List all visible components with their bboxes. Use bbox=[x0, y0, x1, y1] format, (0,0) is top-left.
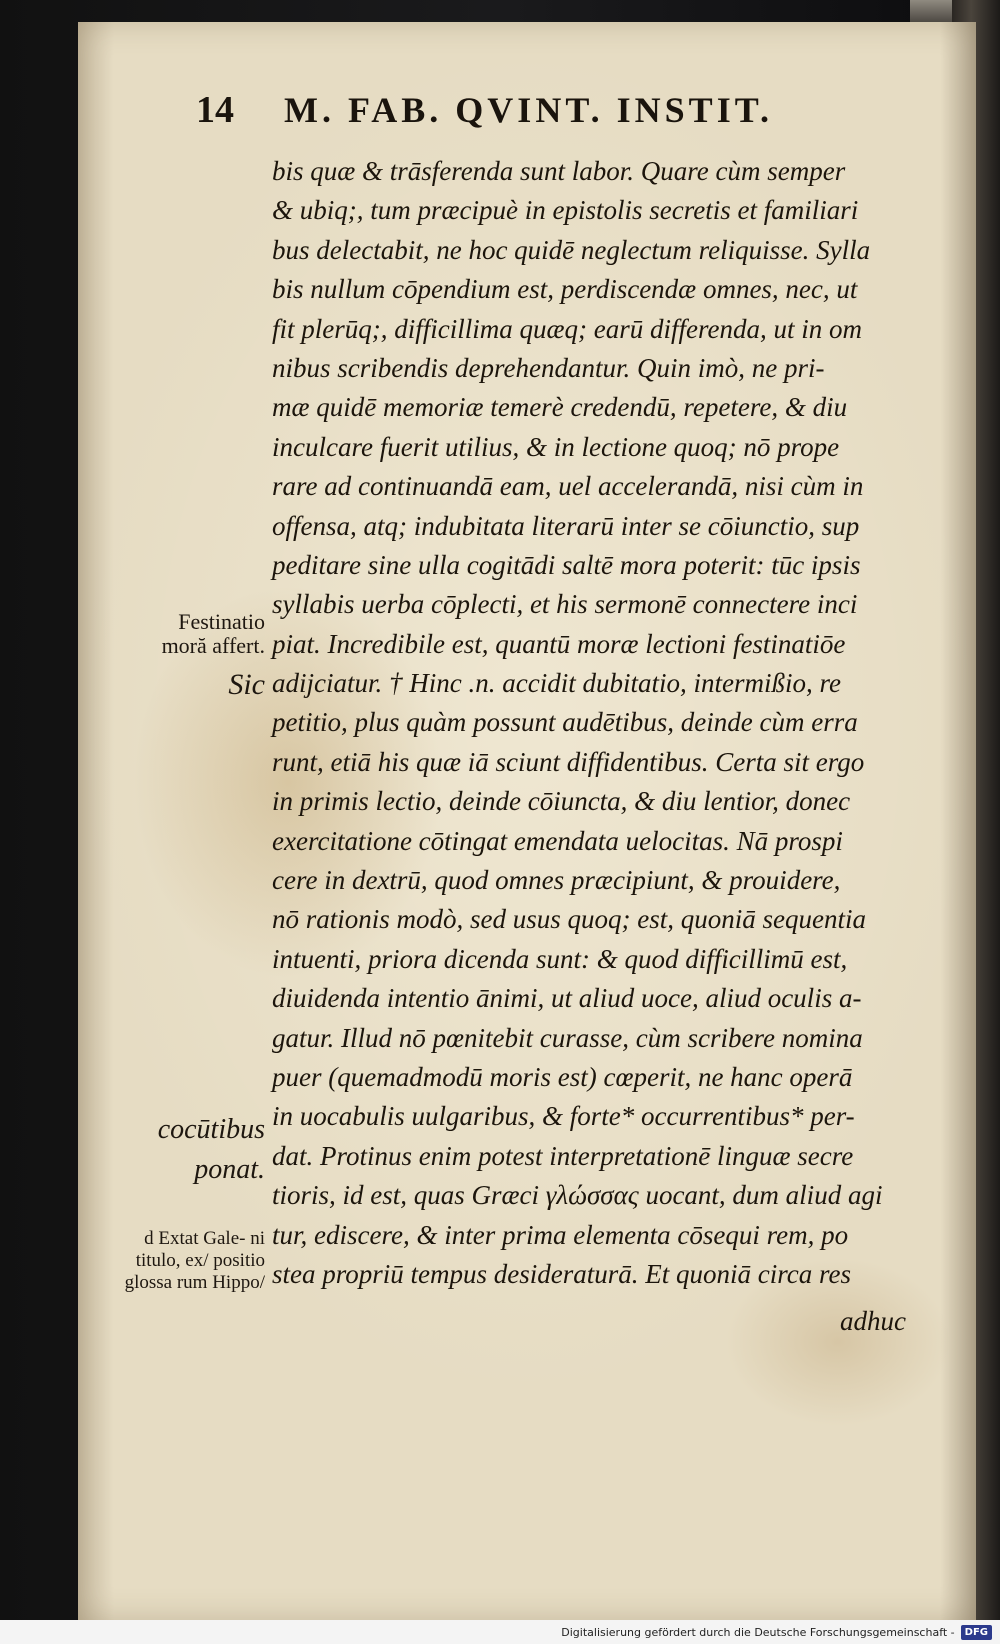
margin-note-extat: d Extat Gale- ni titulo, ex/ positio glossa rum Hippo/ bbox=[124, 1228, 265, 1293]
text-line: exercitatione cōtingat emendata uelocitas. Nā prospi bbox=[272, 825, 843, 856]
text-line: piat. Incredibile est, quantū moræ lectioni festinatiōe bbox=[272, 628, 846, 659]
text-line: bus delectabit, ne hoc quidē neglectum reliquisse. Sylla bbox=[272, 234, 871, 265]
body-text bbox=[272, 152, 940, 1294]
text-line: puer (quemadmodū moris est) cœperit, ne hanc operā bbox=[272, 1061, 853, 1092]
text-line: cere in dextrū, quod omnes præcipiunt, & prouidere, bbox=[272, 865, 841, 896]
margin-note-cocutibus: cocūtibus ponat. bbox=[157, 1114, 265, 1185]
margin-note-festinatio: Festinatio moră affert. bbox=[161, 609, 265, 658]
text-line: nibus scribendis deprehendantur. Quin imò, ne pri- bbox=[272, 352, 825, 383]
text-line: intuenti, priora dicenda sunt: & quod difficillimū est, bbox=[272, 943, 848, 974]
catchword: adhuc bbox=[840, 1306, 906, 1336]
text-line: runt, etiā his quæ iā sciunt diffidentibus. Certa sit ergo bbox=[272, 746, 865, 777]
page-number: 14 bbox=[196, 89, 234, 131]
text-line: stea propriū tempus desideraturā. Et quoniā circa res bbox=[272, 1258, 851, 1289]
margin-note-sic: Sic bbox=[228, 668, 265, 701]
text-line: rare ad continuandā eam, uel accelerandā, nisi cùm in bbox=[272, 471, 864, 502]
text-line: syllabis uerba cōplecti, et his sermonē connectere inci bbox=[272, 589, 858, 620]
text-line: in uocabulis uulgaribus, & forte* occurrentibus* per- bbox=[272, 1101, 855, 1132]
text-line: offensa, atq; indubitata literarū inter se cōiunctio, sup bbox=[272, 510, 860, 541]
text-line: gatur. Illud nō pœnitebit curasse, cùm scribere nomina bbox=[272, 1022, 863, 1053]
text-line: bis quæ & trāsferenda sunt labor. Quare cùm semper bbox=[272, 156, 846, 186]
footer-credit: Digitalisierung gefördert durch die Deutsche Forschungsgemeinschaft - bbox=[561, 1625, 955, 1639]
text-line: tur, ediscere, & inter prima elementa cōsequi rem, po bbox=[272, 1219, 849, 1250]
text-line: tioris, id est, quas Græci γλώσσας uocant, dum aliud agi bbox=[272, 1180, 883, 1211]
text-line: mæ quidē memoriæ temerè credendū, repetere, & diu bbox=[272, 392, 848, 423]
text-line: petitio, plus quàm possunt audētibus, deinde cùm erra bbox=[272, 707, 858, 738]
text-line: dat. Protinus enim potest interpretationē linguæ secre bbox=[272, 1140, 854, 1171]
text-line: bis nullum cōpendium est, perdiscendæ omnes, nec, ut bbox=[272, 274, 858, 305]
text-line: fit plerūq;, difficillima quæq; earū differenda, ut in om bbox=[272, 313, 862, 344]
text-line: nō rationis modò, sed usus quoq; est, quoniā sequentia bbox=[272, 904, 866, 935]
footer-bar bbox=[0, 1620, 1000, 1644]
text-line: & ubiq;, tum præcipuè in epistolis secretis et familiari bbox=[272, 195, 859, 226]
page-header bbox=[196, 88, 876, 144]
text-line: inculcare fuerit utilius, & in lectione quoq; nō prope bbox=[272, 431, 840, 462]
dfg-logo: DFG bbox=[961, 1625, 992, 1640]
text-line: in primis lectio, deinde cōiuncta, & diu lentior, donec bbox=[272, 786, 851, 817]
text-line: adijciatur. † Hinc .n. accidit dubitatio, intermißio, re bbox=[272, 668, 841, 699]
text-line: diuidenda intentio ānimi, ut aliud uoce, aliud oculis a- bbox=[272, 983, 862, 1014]
text-line: peditare sine ulla cogitādi saltē mora poterit: tūc ipsis bbox=[272, 549, 861, 580]
running-head: M. FAB. QVINT. INSTIT. bbox=[284, 90, 774, 130]
